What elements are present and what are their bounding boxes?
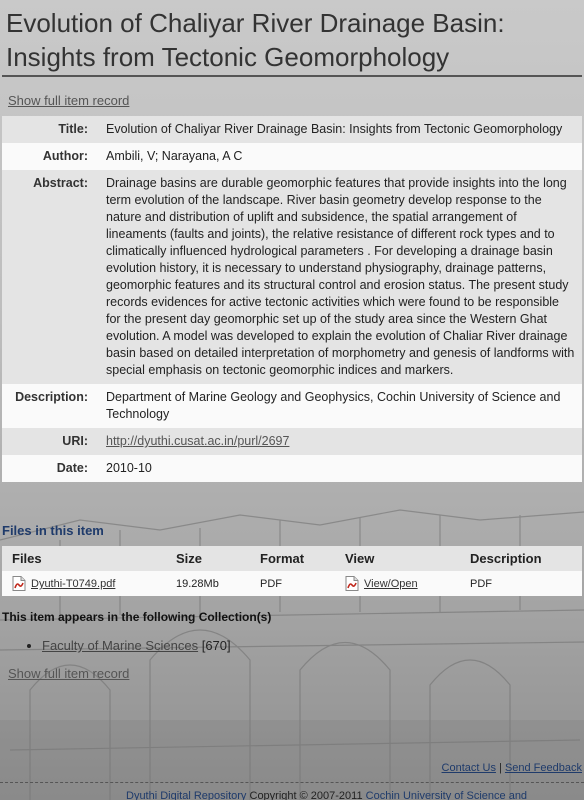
footer-divider xyxy=(0,782,584,783)
file-size: 19.28Mb xyxy=(176,577,219,590)
pdf-file-icon xyxy=(345,576,359,591)
file-view-cell xyxy=(335,571,460,596)
files-column-header: Size xyxy=(166,546,250,571)
show-full-record-link-bottom[interactable]: Show full item record xyxy=(8,666,130,681)
metadata-row-author xyxy=(2,143,582,170)
metadata-row-uri xyxy=(2,428,582,455)
files-table xyxy=(2,546,582,596)
metadata-label: Date: xyxy=(56,461,88,475)
metadata-row-date xyxy=(2,455,582,482)
files-column-header: Description xyxy=(460,546,582,571)
view-open-link[interactable]: View/Open xyxy=(364,578,418,590)
footer-separator: | xyxy=(499,762,502,774)
metadata-value: Ambili, V; Narayana, A C xyxy=(106,149,243,163)
files-column-header: Files xyxy=(2,546,166,571)
metadata-row-description xyxy=(2,384,582,428)
collection-link[interactable]: Faculty of Marine Sciences xyxy=(42,638,199,653)
footer-links xyxy=(442,762,582,774)
metadata-value xyxy=(100,428,582,455)
send-feedback-link[interactable]: Send Feedback xyxy=(504,762,582,774)
metadata-value: Evolution of Chaliyar River Drainage Basin: Insights from Tectonic Geomorphology xyxy=(106,122,563,136)
university-link[interactable]: Cochin University of Science and xyxy=(365,790,528,800)
metadata-value: Department of Marine Geology and Geophysics, Cochin University of Science and Technology xyxy=(106,390,561,421)
files-column-header: View xyxy=(335,546,460,571)
metadata-value: 2010-10 xyxy=(106,461,152,475)
uri-link[interactable]: http://dyuthi.cusat.ac.in/purl/2697 xyxy=(106,434,290,448)
footer-copyright xyxy=(126,790,527,800)
repository-link[interactable]: Dyuthi Digital Repository xyxy=(126,790,247,800)
file-cell xyxy=(2,571,166,596)
metadata-label: Author: xyxy=(42,149,88,163)
list-item xyxy=(42,638,584,653)
metadata-label: Abstract: xyxy=(33,176,88,190)
file-name-link[interactable]: Dyuthi-T0749.pdf xyxy=(31,578,116,590)
metadata-label: Title: xyxy=(58,122,88,136)
metadata-label: Description: xyxy=(15,390,88,404)
metadata-row-abstract xyxy=(2,170,582,384)
files-header-row xyxy=(2,546,582,571)
file-format: PDF xyxy=(260,577,282,590)
file-description: PDF xyxy=(470,577,492,590)
metadata-table xyxy=(2,116,582,482)
metadata-value: Drainage basins are durable geomorphic features that provide insights into the long term evolution of the landscape. River basin geometry develop response to the nature and distribution of uplift and subsidence, the spatial arrangement of lineaments (faults and joints), the relative resistance of different rock types and to climatically influenced hydrological parameters . For developing a drainage basin evolution history, it is necessary to understand physiography, drainage patterns, geomorphic features and its structural control and erosion status. The present study records evidences for active tectonic activities which were found to be responsible for the present day geomorphic set up of the study area since the Western Ghat evolution. A model was developed to explain the evolution of Chaliar River drainage basin based on detailed interpretation of morphometry and genesis of landforms with special emphasis on tectonic geomorphic indices and markers. xyxy=(106,176,575,377)
pdf-file-icon xyxy=(12,576,26,591)
metadata-row-title xyxy=(2,116,582,143)
metadata-label: URI: xyxy=(62,434,88,448)
collections-heading: This item appears in the following Collection(s) xyxy=(2,610,272,624)
show-full-record-link[interactable]: Show full item record xyxy=(8,93,130,108)
collection-count: [670] xyxy=(201,638,231,653)
copyright-text: Copyright © 2007-2011 xyxy=(246,790,366,800)
page-title: Evolution of Chaliyar River Drainage Basin: Insights from Tectonic Geomorphology xyxy=(2,0,582,77)
contact-us-link[interactable]: Contact Us xyxy=(441,762,496,774)
collections-list xyxy=(42,638,584,653)
file-row xyxy=(2,571,582,596)
files-heading: Files in this item xyxy=(2,523,104,538)
files-column-header: Format xyxy=(250,546,335,571)
